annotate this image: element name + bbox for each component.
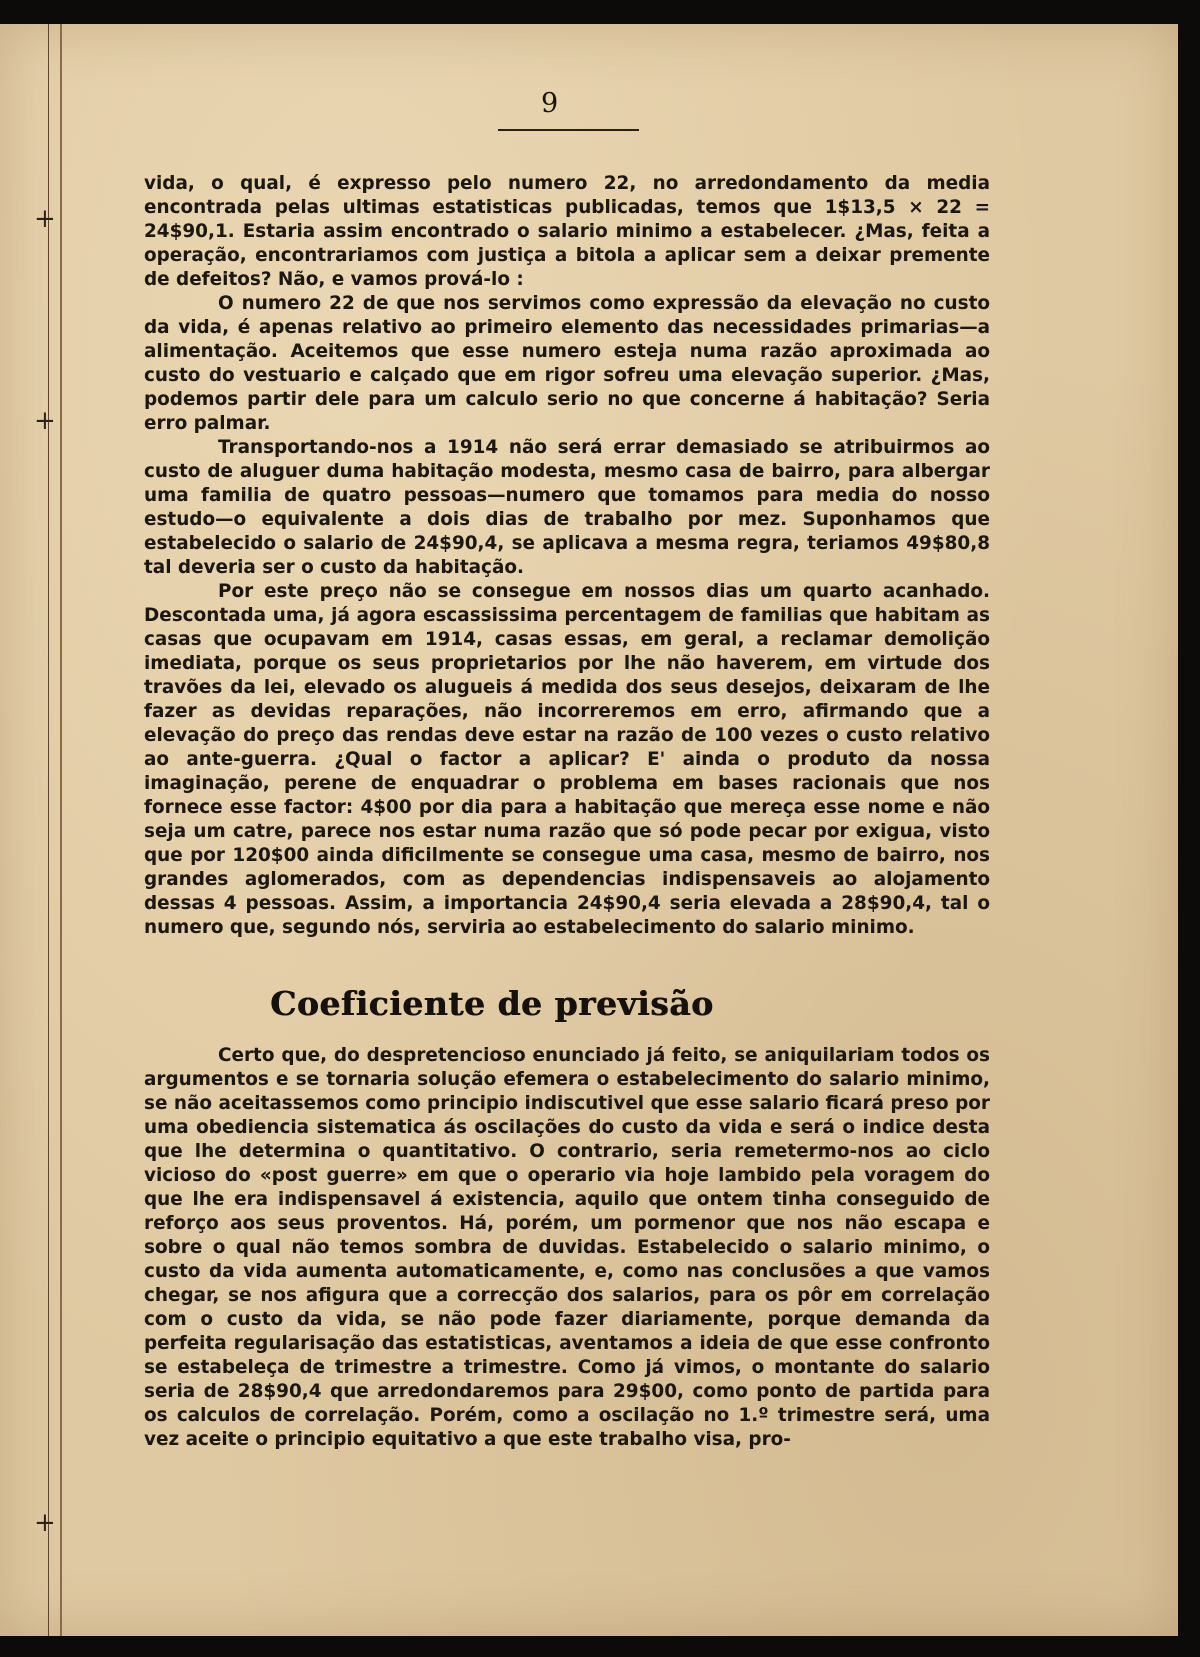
binding-line	[48, 24, 49, 1636]
page-number: 9	[541, 88, 559, 119]
paragraph: Transportando-nos a 1914 não será errar demasiado se atribuirmos ao custo de aluguer duma habitação modesta, mesmo casa de bairro, para albergar uma familia de quatro pessoas—numero que tomamos para media do nosso estudo—o equivalente a dois dias de trabalho por mez. Suponhamos que estabelecido o salario de 24$90,4, se aplicava a mesma regra, teriamos 49$80,8 tal deveria ser o custo da habitação.	[144, 437, 990, 578]
binding-margin	[0, 24, 62, 1636]
page-number-rule	[498, 129, 639, 131]
paragraph: O numero 22 de que nos servimos como expressão da elevação no custo da vida, é apenas relativo ao primeiro elemento das necessidades primarias—a alimentação. Aceitemos que esse numero esteja numa razão aproximada ao custo do vestuario e calçado que em rigor sofreu uma elevação superior. ¿Mas, podemos partir dele para um calculo serio no que concerne á habitação? Seria erro palmar.	[144, 293, 990, 434]
binding-mark-cross: +	[34, 1508, 56, 1538]
paragraph: vida, o qual, é expresso pelo numero 22, no arredondamento da media encontrada pelas ultimas estatisticas publicadas, temos que 1$13,5 × 22 = 24$90,1. Estaria assim encontrado o salario minimo a estabelecer. ¿Mas, feita a operação, encontrariamos com justiça a bitola a aplicar sem a deixar premente de defeitos? Não, e vamos prová-lo :	[144, 173, 990, 290]
binding-mark-cross: +	[34, 204, 56, 234]
section-1-body	[144, 172, 990, 940]
section-heading: Coeficiente de previsão	[270, 984, 714, 1023]
paragraph: Por este preço não se consegue em nossos dias um quarto acanhado. Descontada uma, já agora escassissima percentagem de familias que habitam as casas que ocupavam em 1914, casas essas, em geral, a reclamar demolição imediata, porque os seus proprietarios por lhe não haverem, em virtude dos travões da lei, elevado os alugueis á medida dos seus desejos, deixaram de lhe fazer as devidas reparações, não incorreremos em erro, afirmando que a elevação do preço das rendas deve estar na razão de 100 vezes o custo relativo ao ante-guerra. ¿Qual o factor a aplicar? E' ainda o produto da nossa imaginação, perene de enquadrar o problema em bases racionais que nos fornece esse factor: 4$00 por dia para a habitação que mereça esse nome e não seja um catre, parece nos estar numa razão que só pode pecar por exigua, visto que por 120$00 ainda dificilmente se consegue uma casa, mesmo de bairro, nos grandes aglomerados, com as dependencias indispensaveis ao alojamento dessas 4 pessoas. Assim, a importancia 24$90,4 seria elevada a 28$90,4, tal o numero que, segundo nós, serviria ao estabelecimento do salario minimo.	[144, 581, 990, 938]
binding-mark-cross: +	[34, 406, 56, 436]
document-page	[0, 24, 1178, 1636]
paragraph: Certo que, do despretencioso enunciado já feito, se aniquilariam todos os argumentos e se tornaria solução efemera o estabelecimento do salario minimo, se não aceitassemos como principio indiscutivel que esse salario ficará preso por uma obediencia sistematica ás oscilações do custo da vida e será o indice desta que lhe determina o quantitativo. O contrario, seria remetermo-nos ao ciclo vicioso do «post guerre» em que o operario via hoje lambido pela voragem do que lhe era indispensavel á existencia, aquilo que ontem tinha conseguido de reforço aos seus proventos. Há, porém, um pormenor que nos não escapa e sobre o qual não temos sombra de duvidas. Estabelecido o salario minimo, o custo da vida aumenta automaticamente, e, como nas conclusões a que vamos chegar, se nos afigura que a correcção dos salarios, para os pôr em correlação com o custo da vida, se não pode fazer diariamente, porque demanda da perfeita regularisação das estatisticas, aventamos a ideia de que esse confronto se estabeleça de trimestre a trimestre. Como já vimos, o montante do salario seria de 28$90,4 que arredondaremos para 29$00, como ponto de partida para os calculos de correlação. Porém, como a oscilação no 1.º trimestre será, uma vez aceite o principio equitativo a que este trabalho visa, pro-	[144, 1045, 990, 1450]
section-2-body	[144, 1044, 990, 1452]
